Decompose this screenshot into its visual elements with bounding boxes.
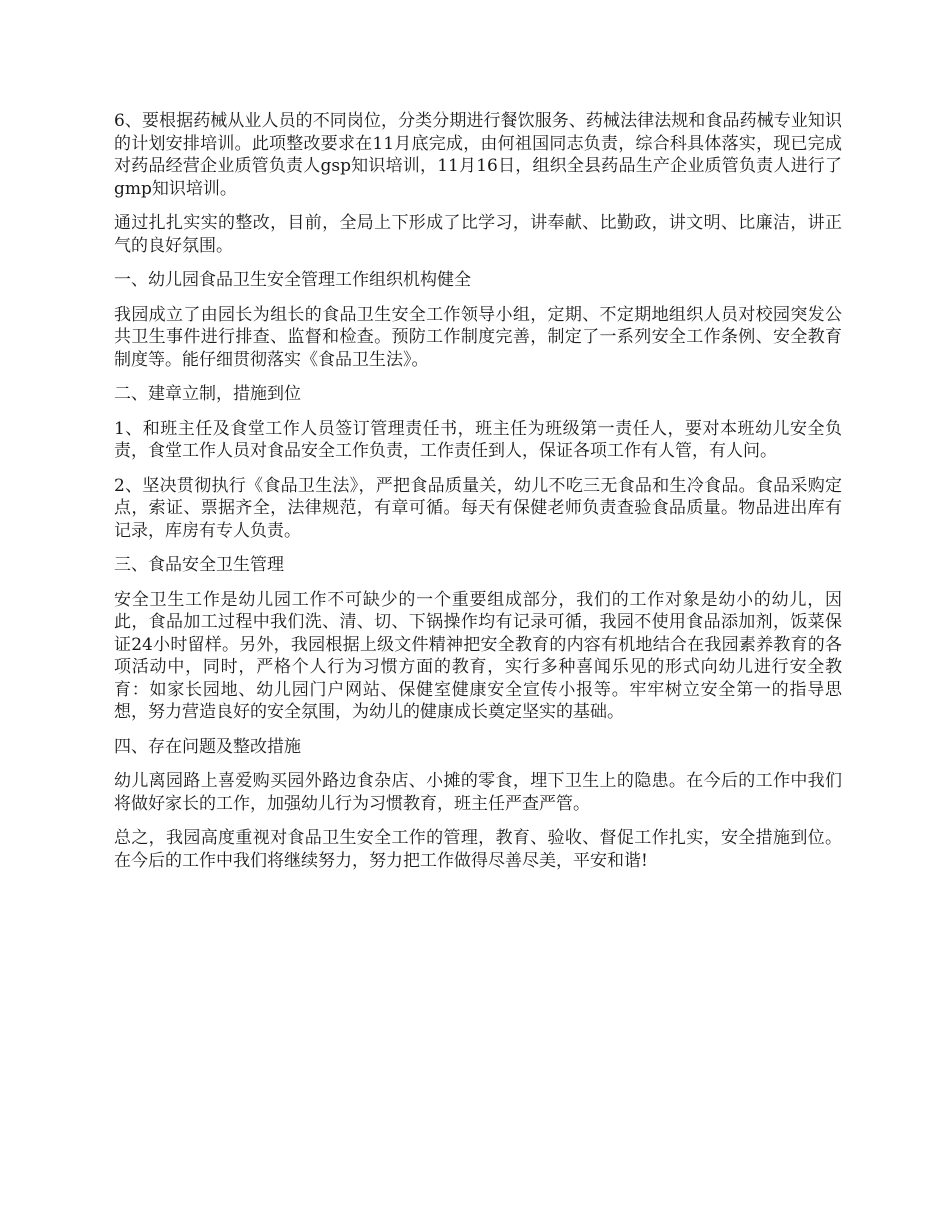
section-heading-2: 二、建章立制，措施到位 bbox=[114, 384, 301, 404]
paragraph-training-plan: 6、要根据药械从业人员的不同岗位，分类分期进行餐饮服务、药械法律法规和食品药械专业知识的计划安排培训。此项整改要求在11月底完成，由何祖国同志负责，综合科具体落实，现已完成对药品经营企业质管负责人gsp知识培训，11月16日，组织全县药品生产企业质管负责人进行了gmp知识培训。 bbox=[114, 111, 842, 199]
paragraph-problems: 幼儿离园路上喜爱购买园外路边食杂店、小摊的零食，埋下卫生上的隐患。在今后的工作中我们将做好家长的工作，加强幼儿行为习惯教育，班主任严查严管。 bbox=[114, 771, 842, 814]
section-heading-1: 一、幼儿园食品卫生安全管理工作组织机构健全 bbox=[114, 270, 471, 290]
document-body bbox=[114, 110, 842, 884]
paragraph-safety-hygiene: 安全卫生工作是幼儿园工作不可缺少的一个重要组成部分，我们的工作对象是幼小的幼儿，因此，食品加工过程中我们洗、清、切、下锅操作均有记录可循，我园不使用食品添加剂，饭菜保证24小时留样。另外，我园根据上级文件精神把安全教育的内容有机地结合在我园素养教育的各项活动中，同时，严格个人行为习惯方面的教育，实行多种喜闻乐见的形式向幼儿进行安全教育：如家长园地、幼儿园门户网站、保健室健康安全宣传小报等。牢牢树立安全第一的指导思想，努力营造良好的安全氛围，为幼儿的健康成长奠定坚实的基础。 bbox=[114, 589, 842, 722]
paragraph-leadership-group: 我园成立了由园长为组长的食品卫生安全工作领导小组，定期、不定期地组织人员对校园突发公共卫生事件进行排查、监督和检查。预防工作制度完善，制定了一系列安全工作条例、安全教育制度等。能仔细贯彻落实《食品卫生法》。 bbox=[114, 304, 842, 370]
paragraph-responsibility: 1、和班主任及食堂工作人员签订管理责任书，班主任为班级第一责任人，要对本班幼儿安全负责，食堂工作人员对食品安全工作负责，工作责任到人，保证各项工作有人管，有人问。 bbox=[114, 418, 842, 461]
paragraph-rectification-result: 通过扎扎实实的整改，目前，全局上下形成了比学习，讲奉献、比勤政，讲文明、比廉洁，讲正气的良好氛围。 bbox=[114, 213, 842, 256]
paragraph-food-law: 2、坚决贯彻执行《食品卫生法》，严把食品质量关，幼儿不吃三无食品和生冷食品。食品采购定点，索证、票据齐全，法律规范，有章可循。每天有保健老师负责查验食品质量。物品进出库有记录，库房有专人负责。 bbox=[114, 475, 842, 541]
section-heading-4: 四、存在问题及整改措施 bbox=[114, 736, 301, 757]
paragraph-conclusion: 总之，我园高度重视对食品卫生安全工作的管理，教育、验收、督促工作扎实，安全措施到位。在今后的工作中我们将继续努力，努力把工作做得尽善尽美，平安和谐! bbox=[114, 828, 842, 871]
section-heading-3: 三、食品安全卫生管理 bbox=[114, 555, 284, 575]
